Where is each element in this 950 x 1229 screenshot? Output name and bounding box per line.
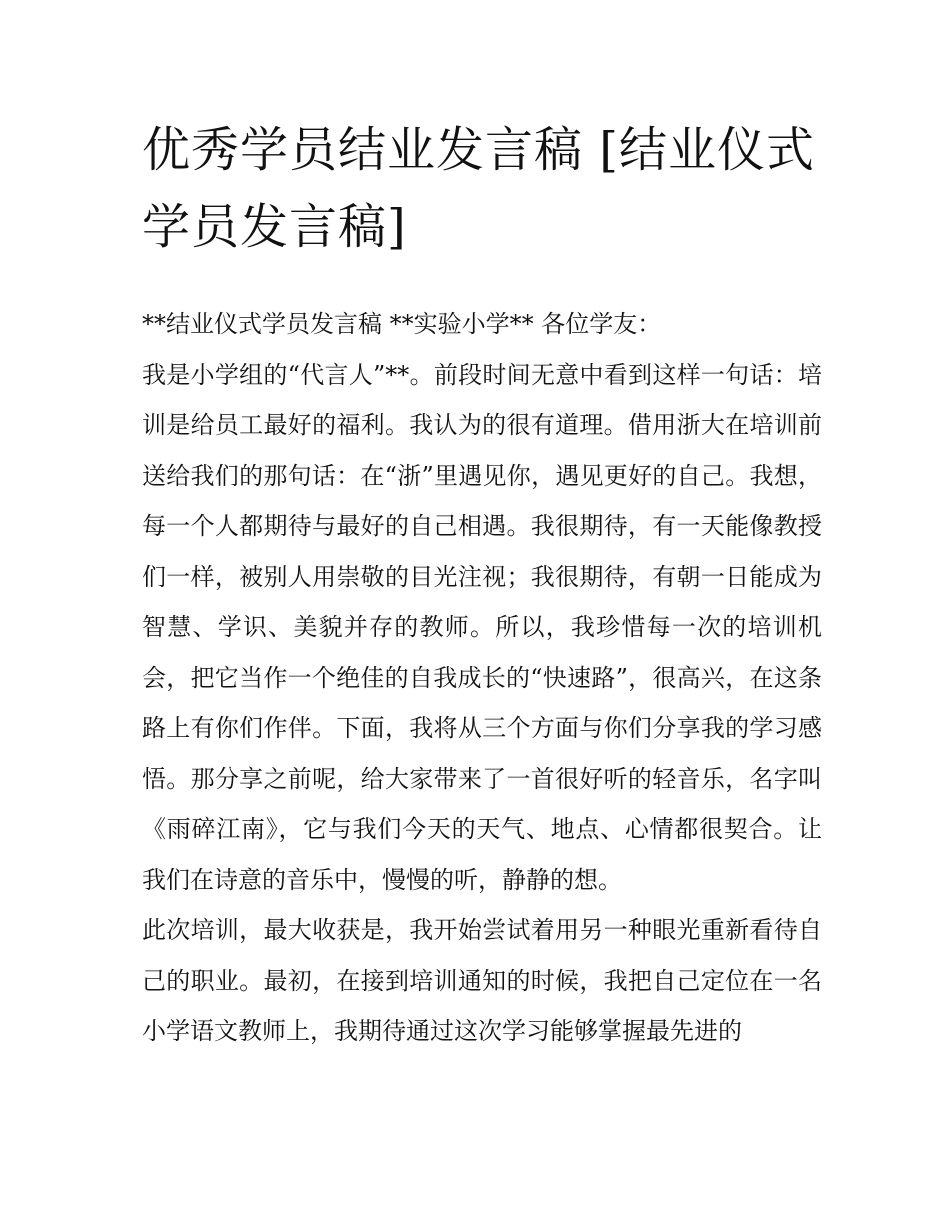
paragraph-reflection: 此次培训，最大收获是，我开始尝试着用另一种眼光重新看待自己的职业。最初，在接到培训通知的时候，我把自己定位在一名小学语文教师上，我期待通过这次学习能够掌握最先进的 <box>142 916 822 1045</box>
document-title: 优秀学员结业发言稿 [结业仪式学员发言稿] <box>142 122 815 255</box>
document-body <box>142 299 822 1057</box>
document-content <box>142 112 822 1057</box>
paragraph-introduction: 我是小学组的“代言人”**。前段时间无意中看到这样一句话：培训是给员工最好的福利。我认为的很有道理。借用浙大在培训前送给我们的那句话：在“浙”里遇见你，遇见更好的自己。我想，每一个人都期待与最好的自己相遇。我很期待，有一天能像教授们一样，被别人用崇敬的目光注视；我很期待，有朝一日能成为智慧、学识、美貌并存的教师。所以，我珍惜每一次的培训机会，把它当作一个绝佳的自我成长的“快速路”，很高兴，在这条路上有你们作伴。下面，我将从三个方面与你们分享我的学习感悟。那分享之前呢，给大家带来了一首很好听的轻音乐，名字叫《雨碎江南》，它与我们今天的天气、地点、心情都很契合。让我们在诗意的音乐中，慢慢的听，静静的想。 <box>142 360 822 894</box>
paragraph-salutation: **结业仪式学员发言稿 **实验小学** 各位学友： <box>142 310 662 338</box>
